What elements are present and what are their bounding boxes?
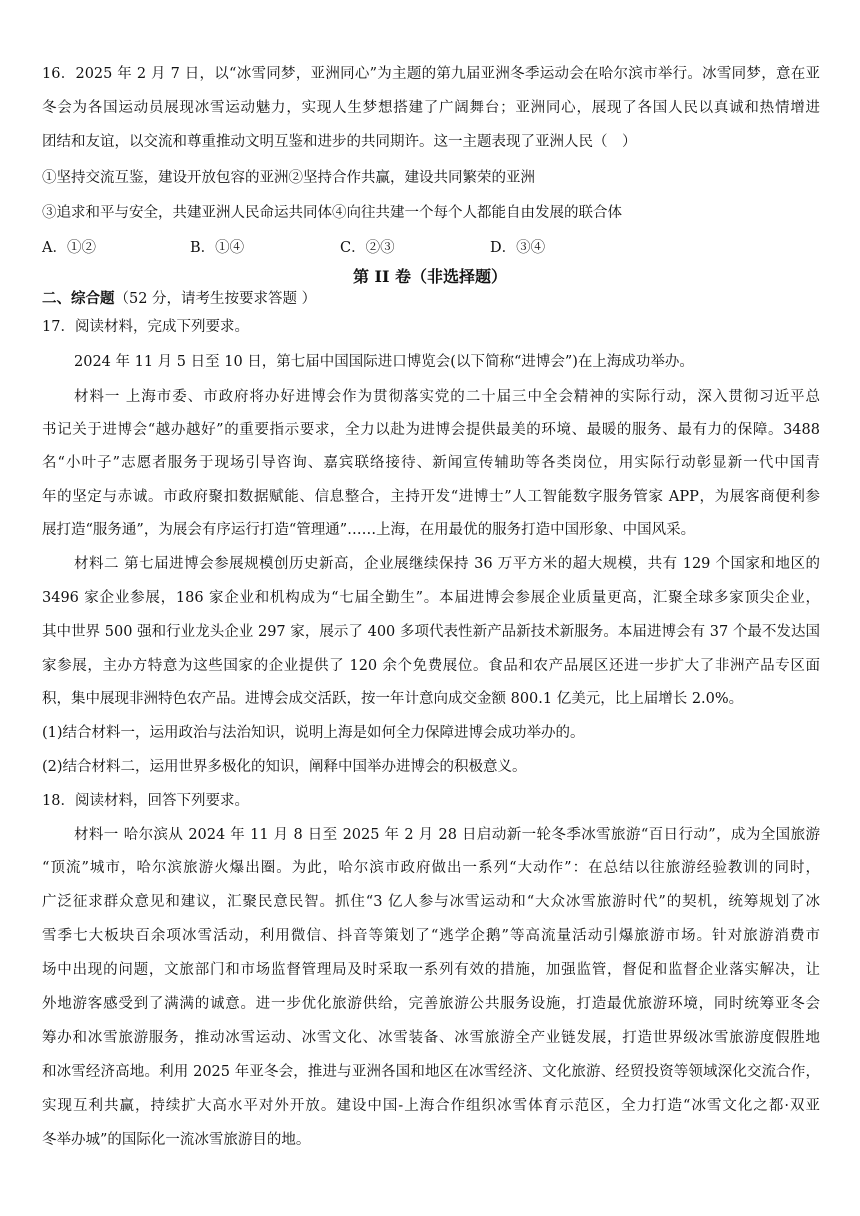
section-title: 第 II 卷（非选择题） (352, 267, 508, 286)
q18-material1-line: 场中出现的问题，文旅部门和市场监督管理局及时采取一系列有效的措施，加强监管，督促和监督企业落实解决，让 (42, 962, 820, 978)
q16-choice-line: ①坚持交流互鉴，建设开放包容的亚洲②坚持合作共赢，建设共同繁荣的亚洲 (42, 170, 535, 186)
q17-material1-line: 展打造“服务通”，为展会有序运行打造“管理通”……上海，在用最优的服务打造中国形象、中国风采。 (42, 522, 696, 538)
q17-material1-line: 书记关于进博会“越办越好”的重要指示要求，全力以赴为进博会提供最美的环境、最暖的服务、最有力的保障。3488 (42, 422, 820, 438)
q17-subquestion-1: (1)结合材料一，运用政治与法治知识，说明上海是如何全力保障进博会成功举办的。 (42, 725, 585, 741)
q16-choice-line: ③追求和平与安全，共建亚洲人民命运共同体④向往共建一个每个人都能自由发展的联合体 (42, 205, 622, 221)
q17-subquestion-2: (2)结合材料二，运用世界多极化的知识，阐释中国举办进博会的积极意义。 (42, 759, 527, 775)
q18-material1-line: 和冰雪经济高地。利用 2025 年亚冬会，推进与亚洲各国和地区在冰雪经济、文化旅游、经贸投资等领域深化交流合作， (42, 1064, 820, 1080)
q17-material2-line: 积，集中展现非洲特色农产品。进博会成交活跃，按一年计意向成交金额 800.1 亿美元，比上届增长 2.0%。 (42, 691, 744, 707)
q18-material1-line: 雪季七大板块百余项冰雪活动，利用微信、抖音等策划了“逃学企鹅”等高流量活动引爆旅游市场。针对旅游消费市 (42, 928, 820, 944)
q18-material1-line: 外地游客感受到了满满的诚意。进一步优化旅游供给，完善旅游公共服务设施，打造最优旅游环境，同时统筹亚冬会 (42, 996, 820, 1012)
q17-stem: 17．阅读材料，完成下列要求。 (42, 319, 249, 335)
q17-material2-line: 家参展，主办方特意为这些国家的企业提供了 120 余个免费展位。食品和农产品展区还进一步扩大了非洲产品专区面 (42, 658, 820, 674)
q17-material2-line: 材料二 第七届进博会参展规模创历史新高，企业展继续保持 36 万平方米的超大规模，共有 129 个国家和地区的 (74, 556, 820, 572)
q18-material1-line: 材料一 哈尔滨从 2024 年 11 月 8 日至 2025 年 2 月 28 日启动新一轮冬季冰雪旅游“百日行动”，成为全国旅游 (74, 827, 820, 843)
q16-line: 冬会为各国运动员展现冰雪运动魅力，实现人生梦想搭建了广阔舞台；亚洲同心，展现了各国人民以真诚和热情增进 (42, 100, 820, 116)
section-heading-label: 二、综合题 (42, 290, 115, 307)
section-heading-note: （52 分，请考生按要求答题 ） (114, 291, 317, 307)
q18-material1-line: 冬举办城”的国际化一流冰雪旅游目的地。 (42, 1132, 311, 1148)
q16-line: 16．2025 年 2 月 7 日，以“冰雪同梦，亚洲同心”为主题的第九届亚洲冬季运动会在哈尔滨市举行。冰雪同梦，意在亚 (42, 66, 820, 82)
q16-option-c: C．②③ (340, 240, 395, 256)
q17-material1-line: 年的坚定与赤诚。市政府聚扣数据赋能、信息整合，主持开发“进博士”人工智能数字服务管家 APP，为展客商便利参 (42, 489, 820, 505)
q16-line: 团结和友谊，以交流和尊重推动文明互鉴和进步的共同期许。这一主题表现了亚洲人民（ ） (42, 134, 637, 150)
q16-option-a: A．①② (42, 240, 96, 256)
q17-material1-line: 名“小叶子”志愿者服务于现场引导咨询、嘉宾联络接待、新闻宣传辅助等各类岗位，用实际行动彰显新一代中国青 (42, 455, 820, 471)
q17-material2-line: 3496 家企业参展，186 家企业和机构成为“七届全勤生”。本届进博会参展企业质量更高，汇聚全球多家顶尖企业， (42, 590, 820, 606)
q18-material1-line: “顶流”城市，哈尔滨旅游火爆出圈。为此，哈尔滨市政府做出一系列“大动作”：在总结以往旅游经验教训的同时， (42, 860, 820, 876)
q18-material1-line: 广泛征求群众意见和建议，汇聚民意民智。抓住“3 亿人参与冰雪运动和“大众冰雪旅游时代”的契机，统筹规划了冰 (42, 894, 820, 910)
q18-material1-line: 筹办和冰雪旅游服务，推动冰雪运动、冰雪文化、冰雪装备、冰雪旅游全产业链发展，打造世界级冰雪旅游度假胜地 (42, 1030, 820, 1046)
q16-option-d: D．③④ (490, 240, 546, 256)
q18-material1-line: 实现互利共赢，持续扩大高水平对外开放。建设中国-上海合作组织冰雪体育示范区，全力打造“冰雪文化之都·双亚 (42, 1098, 820, 1114)
q17-material2-line: 其中世界 500 强和行业龙头企业 297 家，展示了 400 多项代表性新产品新技术新服务。本届进博会有 37 个最不发达国 (42, 624, 820, 640)
q17-material1-line: 材料一 上海市委、市政府将办好进博会作为贯彻落实党的二十届三中全会精神的实际行动，深入贯彻习近平总 (74, 389, 820, 405)
q17-intro: 2024 年 11 月 5 日至 10 日，第七届中国国际进口博览会(以下简称“进博会”)在上海成功举办。 (74, 354, 694, 370)
q16-option-b: B．①④ (190, 240, 245, 256)
section-heading (42, 289, 316, 309)
q18-stem: 18．阅读材料，回答下列要求。 (42, 793, 249, 809)
